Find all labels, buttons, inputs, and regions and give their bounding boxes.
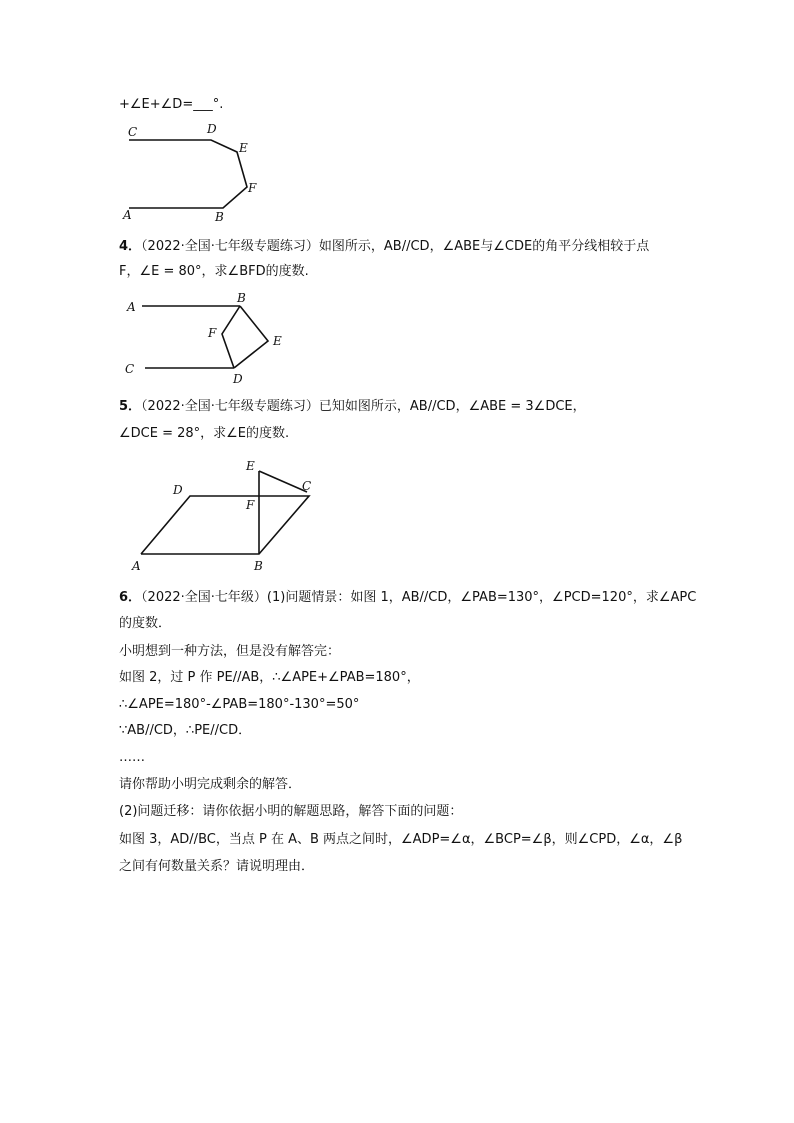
fig4-label-d: D [233,372,243,386]
fig4-label-b: B [237,291,246,305]
fig-top-label-c: C [128,125,138,139]
q6-line10: 如图 3，AD//BC，当点 P 在 A、B 两点之间时，∠ADP=∠α，∠BCP=∠β，则∠CPD，∠α，∠β [119,832,683,847]
fig4-label-e: E [273,334,282,348]
fig4-label-c: C [125,362,135,376]
q4-line2: F，∠E = 80°，求∠BFD的度数. [119,264,309,279]
q6-text1: (1)问题情景：如图 1，AB//CD，∠PAB=130°，∠PCD=120°，求∠APC [266,590,697,605]
q5-line2: ∠DCE = 28°，求∠E的度数. [119,426,290,441]
fig5-label-a: A [132,559,141,573]
q4-text1: 如图所示，AB//CD，∠ABE与∠CDE的角平分线相较于点 [318,239,650,254]
q5-text1: 已知如图所示，AB//CD，∠ABE = 3∠DCE， [318,399,586,414]
q6-line3: 小明想到一种方法，但是没有解答完： [119,644,341,659]
fig5-label-c: C [302,479,312,493]
q6-line7: …… [119,750,145,765]
fig5-label-e: E [246,459,255,473]
fig-top-label-f: F [248,181,257,195]
fig5-label-f: F [246,498,255,512]
q6-source: （2022·全国·七年级） [141,590,267,605]
fig5-label-d: D [173,483,183,497]
q6-number: 6． [119,590,142,605]
q6-line1 [119,589,696,607]
fig-top-label-e: E [239,141,248,155]
q6-line4: 如图 2，过 P 作 PE//AB，∴∠APE+∠PAB=180°， [119,670,420,685]
fig-top-label-a: A [123,208,132,222]
q6-line8: 请你帮助小明完成剩余的解答． [119,777,302,792]
q4-source: （2022·全国·七年级专题练习） [141,239,319,254]
fig-top-label-b: B [215,210,224,224]
q6-line9: (2)问题迁移：请你依据小明的解题思路，解答下面的问题： [119,804,463,819]
top-fragment-text: +∠E+∠D=___°. [119,97,224,112]
q6-line2: 的度数． [119,616,172,631]
q5-source: （2022·全国·七年级专题练习） [141,399,319,414]
fig4-label-a: A [127,300,136,314]
fig5-label-b: B [254,559,263,573]
q6-line5: ∴∠APE=180°-∠PAB=180°-130°=50° [119,697,360,712]
q5-number: 5． [119,399,142,414]
q4-number: 4． [119,239,142,254]
fig-top-label-d: D [207,122,217,136]
q6-line6: ∵AB//CD，∴PE//CD． [119,723,252,738]
q6-line11: 之间有何数量关系？请说明理由． [119,859,315,874]
fig4-label-f: F [208,326,217,340]
